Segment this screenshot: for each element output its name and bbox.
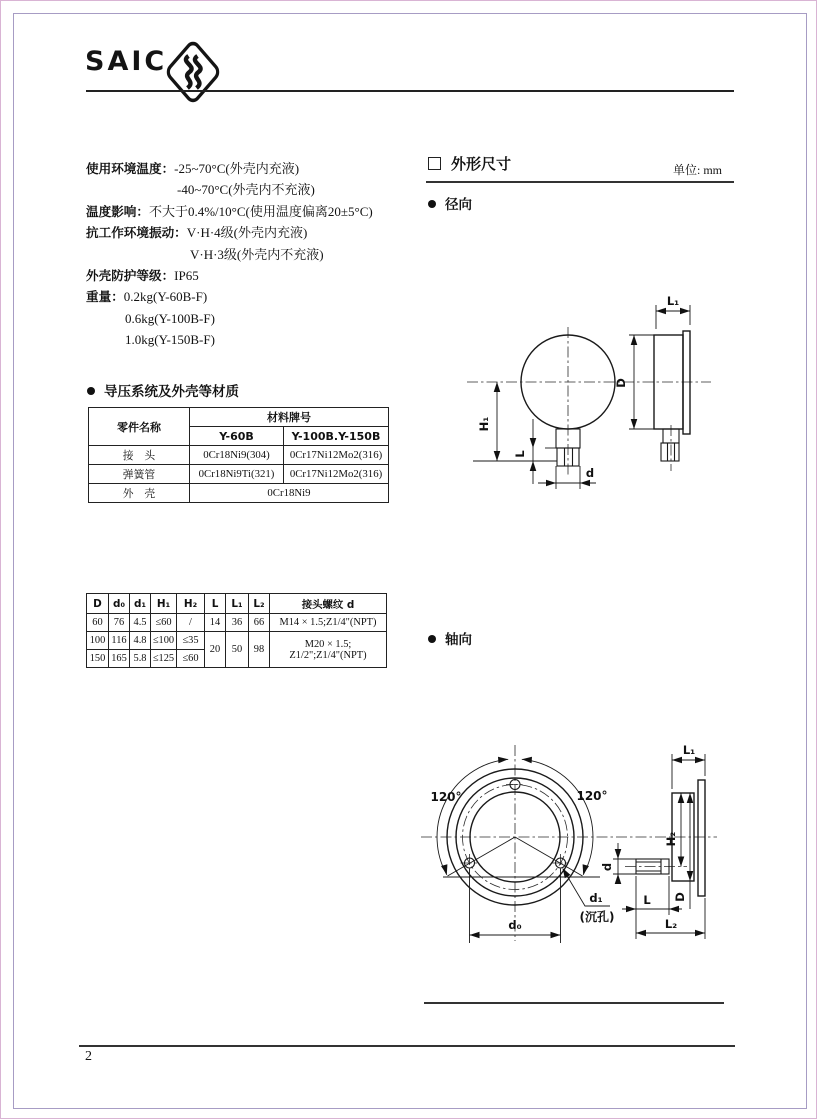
spec-line-vibration-2: V·H·3级(外壳内不充液) (190, 246, 324, 262)
dim-label-D: D (673, 892, 687, 902)
page-number: 2 (85, 1049, 92, 1064)
spec-line-weight-2: 0.6kg(Y-100B-F) (125, 310, 215, 326)
dim-label-D: D (614, 378, 628, 388)
outline-title: 外形尺寸 (428, 153, 511, 174)
materials-col-part: 零件名称 (89, 408, 190, 446)
dim-label-h2: H₂ (664, 831, 678, 847)
dim-label-h1: H₁ (477, 416, 491, 432)
thread-spec-line1: M20 × 1.5; (304, 638, 352, 650)
axial-view-drawing (419, 717, 771, 967)
table-row: 外 壳 0Cr18Ni9 (89, 484, 389, 503)
materials-heading: 导压系统及外壳等材质 (87, 380, 239, 400)
dim-label-l1: L₁ (666, 294, 680, 308)
materials-table (88, 407, 389, 503)
saic-emblem-icon (161, 36, 225, 108)
axial-heading: 轴向 (428, 628, 472, 648)
dim-label-l: L (513, 450, 527, 458)
radial-view-drawing (459, 277, 739, 507)
header-rule (86, 90, 734, 92)
spec-line-ip-rating: 外壳防护等级：IP65 (86, 268, 199, 284)
spec-line-temp-range-2: -40~70°C(外壳内不充液) (177, 182, 315, 198)
dim-label-l1: L₁ (682, 743, 696, 757)
spec-line-weight: 重量：0.2kg(Y-60B-F) (86, 289, 208, 305)
bullet-icon (428, 635, 436, 643)
dim-label-l: L (643, 893, 651, 907)
dim-label-d: d (585, 466, 595, 480)
table-row: 100 116 4.8 ≤100 ≤35 20 50 98 M20 × 1.5; Z1/2";Z1/4"(NPT) (87, 632, 387, 650)
dimensions-header-row: D d₀ d₁ H₁ H₂ L L₁ L₂ 接头螺纹 d (87, 594, 387, 614)
dimensions-table (86, 593, 387, 668)
thread-spec-line2: Z1/2";Z1/4"(NPT) (289, 649, 367, 661)
spec-line-temp-range: 使用环境温度：-25~70°C(外壳内充液) (86, 161, 300, 176)
angle-label-right: 120° (576, 789, 608, 803)
dim-label-d0: d₀ (508, 918, 522, 932)
bullet-icon (428, 200, 436, 208)
unit-label: 单位: mm (673, 163, 723, 177)
spec-line-weight-3: 1.0kg(Y-150B-F) (125, 332, 215, 348)
outline-rule (426, 181, 734, 183)
table-row: 60 76 4.5 ≤60 / 14 36 66 M14 × 1.5;Z1/4"(NPT) (87, 614, 387, 632)
angle-label-left: 120° (430, 790, 462, 804)
footer-rule (79, 1045, 735, 1047)
table-row: 接 头 0Cr18Ni9(304) 0Cr17Ni12Mo2(316) (89, 446, 389, 465)
dim-label-d: d (600, 862, 614, 872)
dim-label-d1: d₁ (589, 891, 603, 905)
counterbore-label: (沉孔) (579, 910, 615, 924)
spec-block (86, 158, 431, 351)
brand-logo-text: SAIC (85, 46, 168, 77)
dim-label-l2: L₂ (664, 917, 678, 931)
materials-col-grade: 材料牌号 (190, 408, 389, 427)
materials-col-y60b: Y-60B (190, 427, 284, 446)
table-row: 150 165 5.8 ≤125 ≤60 (87, 650, 387, 668)
spec-line-vibration: 抗工作环境振动：V·H·4级(外壳内充液) (86, 225, 308, 241)
right-column-bottom-rule (424, 1002, 724, 1004)
radial-heading: 径向 (428, 193, 472, 213)
spec-line-temp-effect: 温度影响：不大于0.4%/10°C(使用温度偏离20±5°C) (86, 203, 373, 219)
materials-col-y100b: Y-100B.Y-150B (284, 427, 389, 446)
square-bullet-icon (428, 157, 441, 170)
table-row: 弹簧管 0Cr18Ni9Ti(321) 0Cr17Ni12Mo2(316) (89, 465, 389, 484)
bullet-icon (87, 387, 95, 395)
